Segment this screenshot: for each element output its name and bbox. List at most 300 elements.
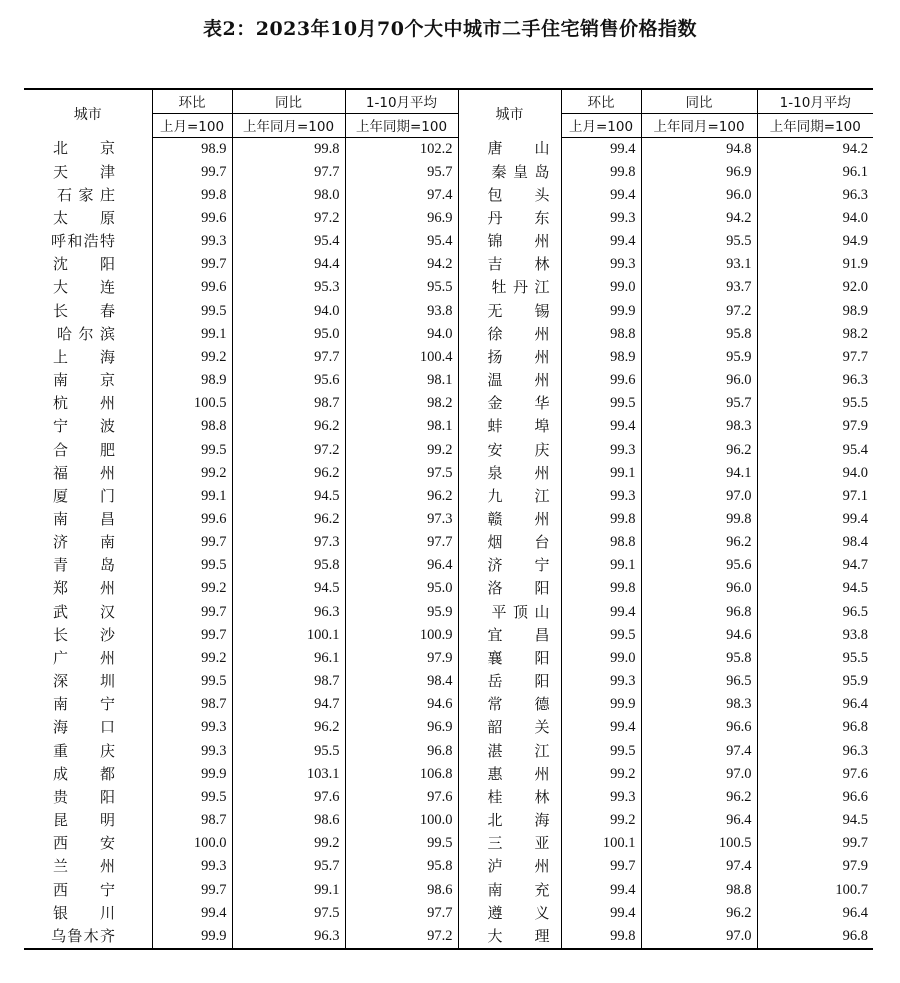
city-cell-left (24, 137, 152, 161)
city-name: 武 汉 (53, 602, 115, 621)
city-cell-right (458, 740, 561, 763)
price-index-table (24, 88, 873, 950)
mom-cell-left: 99.5 (152, 439, 232, 462)
city-cell-right (458, 415, 561, 438)
yoy-cell-right: 96.2 (641, 902, 757, 925)
ytd-cell-right: 97.7 (757, 346, 873, 369)
mom-cell-right: 99.0 (561, 647, 641, 670)
ytd-cell-left: 97.6 (345, 786, 458, 809)
city-name: 乌 鲁 木 齐 (51, 926, 115, 945)
city-name: 丹 东 (487, 208, 550, 227)
header-mom-left: 环比 (152, 89, 232, 113)
ytd-cell-left: 97.4 (345, 184, 458, 207)
city-name: 赣 州 (487, 510, 550, 528)
yoy-cell-left: 95.8 (232, 554, 345, 577)
yoy-cell-right: 97.0 (641, 485, 757, 508)
mom-cell-right: 99.9 (561, 693, 641, 716)
city-cell-left (24, 207, 152, 230)
yoy-cell-right: 98.3 (641, 693, 757, 716)
mom-cell-left: 99.6 (152, 207, 232, 230)
yoy-cell-left: 96.2 (232, 508, 345, 531)
city-name: 无 锡 (487, 301, 550, 320)
mom-cell-left: 99.1 (152, 485, 232, 508)
table-row (24, 439, 873, 462)
city-cell-right (458, 276, 561, 299)
ytd-cell-right: 95.4 (757, 439, 873, 462)
yoy-cell-right: 94.8 (641, 137, 757, 161)
city-cell-left (24, 577, 152, 600)
mom-cell-right: 99.3 (561, 207, 641, 230)
ytd-cell-right: 96.8 (757, 716, 873, 739)
city-name: 湛 江 (487, 741, 550, 760)
city-name: 呼 和 浩 特 (51, 232, 115, 251)
city-cell-left (24, 323, 152, 346)
ytd-cell-right: 98.9 (757, 300, 873, 323)
city-name: 常 德 (487, 695, 550, 714)
city-name: 宜 昌 (487, 625, 550, 644)
mom-cell-left: 99.2 (152, 462, 232, 485)
ytd-cell-left: 98.1 (345, 369, 458, 392)
city-cell-right (458, 554, 561, 577)
mom-cell-right: 99.5 (561, 740, 641, 763)
city-name: 南 京 (53, 371, 115, 390)
table-row (24, 508, 873, 531)
table-row (24, 415, 873, 438)
city-cell-left (24, 740, 152, 763)
city-cell-left (24, 716, 152, 739)
city-cell-right (458, 716, 561, 739)
table-row (24, 230, 873, 253)
city-name: 济 宁 (487, 556, 550, 575)
mom-cell-right: 99.3 (561, 485, 641, 508)
mom-cell-left: 98.9 (152, 137, 232, 161)
city-name: 昆 明 (53, 811, 115, 830)
city-cell-right (458, 763, 561, 786)
city-cell-left (24, 670, 152, 693)
mom-cell-right: 99.4 (561, 902, 641, 925)
header-ytd-base-left: 上年同期=100 (345, 113, 458, 137)
city-cell-left (24, 415, 152, 438)
table-row (24, 253, 873, 276)
yoy-cell-left: 97.5 (232, 902, 345, 925)
ytd-cell-left: 100.9 (345, 624, 458, 647)
table-body (24, 137, 873, 949)
ytd-cell-left: 100.4 (345, 346, 458, 369)
yoy-cell-right: 94.6 (641, 624, 757, 647)
city-cell-right (458, 207, 561, 230)
yoy-cell-right: 97.4 (641, 740, 757, 763)
header-city-left: 城市 (24, 89, 152, 137)
city-cell-left (24, 763, 152, 786)
mom-cell-left: 99.7 (152, 531, 232, 554)
city-name: 大 连 (53, 278, 115, 297)
ytd-cell-left: 100.0 (345, 809, 458, 832)
city-name: 广 州 (53, 648, 115, 667)
mom-cell-right: 99.8 (561, 577, 641, 600)
mom-cell-right: 99.7 (561, 855, 641, 878)
city-cell-left (24, 879, 152, 902)
ytd-cell-left: 97.3 (345, 508, 458, 531)
city-cell-right (458, 531, 561, 554)
city-name: 贵 阳 (53, 787, 115, 806)
ytd-cell-left: 94.0 (345, 323, 458, 346)
mom-cell-left: 99.2 (152, 577, 232, 600)
mom-cell-right: 99.0 (561, 276, 641, 299)
table-row (24, 716, 873, 739)
city-cell-left (24, 439, 152, 462)
city-cell-right (458, 346, 561, 369)
mom-cell-left: 99.7 (152, 624, 232, 647)
yoy-cell-right: 96.8 (641, 601, 757, 624)
yoy-cell-left: 95.5 (232, 740, 345, 763)
table-row (24, 554, 873, 577)
ytd-cell-left: 96.9 (345, 716, 458, 739)
city-name: 杭 州 (53, 394, 115, 413)
yoy-cell-right: 96.2 (641, 439, 757, 462)
city-name: 天 津 (53, 162, 115, 181)
yoy-cell-right: 95.8 (641, 323, 757, 346)
city-cell-right (458, 786, 561, 809)
ytd-cell-right: 93.8 (757, 624, 873, 647)
table-row (24, 392, 873, 415)
yoy-cell-right: 95.6 (641, 554, 757, 577)
city-name: 泉 州 (487, 463, 550, 482)
city-cell-right (458, 137, 561, 161)
city-cell-left (24, 161, 152, 184)
table-row (24, 832, 873, 855)
mom-cell-left: 100.0 (152, 832, 232, 855)
yoy-cell-right: 99.8 (641, 508, 757, 531)
ytd-cell-left: 95.7 (345, 161, 458, 184)
city-name: 北 海 (487, 811, 550, 830)
ytd-cell-left: 98.4 (345, 670, 458, 693)
mom-cell-left: 100.5 (152, 392, 232, 415)
city-name: 南 充 (487, 880, 550, 899)
table-row (24, 624, 873, 647)
city-name: 上 海 (53, 347, 115, 366)
mom-cell-right: 98.9 (561, 346, 641, 369)
city-name: 烟 台 (487, 533, 550, 552)
ytd-cell-left: 96.9 (345, 207, 458, 230)
mom-cell-left: 99.2 (152, 346, 232, 369)
ytd-cell-right: 96.5 (757, 601, 873, 624)
city-cell-right (458, 253, 561, 276)
mom-cell-right: 99.4 (561, 137, 641, 161)
city-name: 韶 关 (487, 718, 550, 737)
mom-cell-left: 99.9 (152, 763, 232, 786)
city-name: 沈 阳 (53, 255, 115, 274)
table-row (24, 693, 873, 716)
city-cell-right (458, 323, 561, 346)
mom-cell-right: 99.4 (561, 415, 641, 438)
city-name: 济 南 (53, 533, 115, 552)
yoy-cell-right: 94.2 (641, 207, 757, 230)
mom-cell-left: 99.7 (152, 601, 232, 624)
ytd-cell-left: 98.6 (345, 879, 458, 902)
mom-cell-left: 99.2 (152, 647, 232, 670)
yoy-cell-right: 96.0 (641, 184, 757, 207)
ytd-cell-left: 96.4 (345, 554, 458, 577)
city-name: 宁 波 (53, 417, 115, 436)
table-row (24, 647, 873, 670)
yoy-cell-left: 94.5 (232, 485, 345, 508)
ytd-cell-right: 100.7 (757, 879, 873, 902)
ytd-cell-right: 98.4 (757, 531, 873, 554)
ytd-cell-right: 99.4 (757, 508, 873, 531)
ytd-cell-left: 95.0 (345, 577, 458, 600)
table-row (24, 300, 873, 323)
header-mom-base-right: 上月=100 (561, 113, 641, 137)
city-name: 太 原 (53, 208, 115, 227)
header-ytd-right: 1-10月平均 (757, 89, 873, 113)
ytd-cell-left: 94.2 (345, 253, 458, 276)
ytd-cell-left: 98.2 (345, 392, 458, 415)
city-cell-right (458, 902, 561, 925)
city-cell-left (24, 624, 152, 647)
ytd-cell-left: 102.2 (345, 137, 458, 161)
city-cell-right (458, 485, 561, 508)
mom-cell-left: 99.7 (152, 879, 232, 902)
ytd-cell-right: 96.3 (757, 740, 873, 763)
mom-cell-right: 99.4 (561, 879, 641, 902)
city-cell-right (458, 161, 561, 184)
city-name: 成 都 (53, 764, 115, 783)
yoy-cell-right: 95.5 (641, 230, 757, 253)
ytd-cell-right: 96.4 (757, 902, 873, 925)
ytd-cell-right: 91.9 (757, 253, 873, 276)
city-name: 三 亚 (487, 834, 550, 853)
header-mom-base-left: 上月=100 (152, 113, 232, 137)
yoy-cell-right: 94.1 (641, 462, 757, 485)
yoy-cell-right: 98.8 (641, 879, 757, 902)
mom-cell-right: 99.3 (561, 439, 641, 462)
yoy-cell-left: 96.3 (232, 925, 345, 949)
city-cell-right (458, 577, 561, 600)
city-name: 岳 阳 (487, 672, 550, 691)
city-cell-right (458, 462, 561, 485)
mom-cell-left: 99.5 (152, 786, 232, 809)
yoy-cell-right: 97.2 (641, 300, 757, 323)
mom-cell-right: 99.2 (561, 763, 641, 786)
yoy-cell-left: 99.2 (232, 832, 345, 855)
city-name: 牡 丹 江 (491, 278, 550, 297)
mom-cell-left: 99.5 (152, 670, 232, 693)
yoy-cell-left: 97.2 (232, 439, 345, 462)
city-name: 西 宁 (53, 880, 115, 899)
ytd-cell-right: 94.7 (757, 554, 873, 577)
table-row (24, 786, 873, 809)
city-cell-left (24, 855, 152, 878)
city-cell-right (458, 369, 561, 392)
mom-cell-left: 99.3 (152, 855, 232, 878)
ytd-cell-left: 96.8 (345, 740, 458, 763)
city-name: 温 州 (487, 371, 550, 390)
yoy-cell-left: 95.3 (232, 276, 345, 299)
mom-cell-left: 99.7 (152, 253, 232, 276)
mom-cell-left: 98.7 (152, 809, 232, 832)
city-cell-left (24, 230, 152, 253)
ytd-cell-left: 96.2 (345, 485, 458, 508)
ytd-cell-left: 95.8 (345, 855, 458, 878)
yoy-cell-left: 96.3 (232, 601, 345, 624)
table-row (24, 902, 873, 925)
city-name: 青 岛 (53, 556, 115, 575)
yoy-cell-left: 100.1 (232, 624, 345, 647)
city-cell-left (24, 508, 152, 531)
yoy-cell-right: 100.5 (641, 832, 757, 855)
yoy-cell-left: 95.7 (232, 855, 345, 878)
city-name: 桂 林 (487, 787, 550, 806)
mom-cell-right: 99.4 (561, 184, 641, 207)
city-cell-left (24, 531, 152, 554)
mom-cell-right: 99.8 (561, 161, 641, 184)
yoy-cell-left: 95.0 (232, 323, 345, 346)
ytd-cell-right: 96.8 (757, 925, 873, 949)
city-cell-right (458, 230, 561, 253)
city-cell-left (24, 276, 152, 299)
ytd-cell-left: 97.2 (345, 925, 458, 949)
header-ytd-base-right: 上年同期=100 (757, 113, 873, 137)
ytd-cell-left: 94.6 (345, 693, 458, 716)
yoy-cell-left: 96.1 (232, 647, 345, 670)
city-cell-left (24, 601, 152, 624)
city-cell-left (24, 925, 152, 949)
city-cell-right (458, 601, 561, 624)
city-name: 平 顶 山 (491, 602, 550, 621)
mom-cell-left: 99.8 (152, 184, 232, 207)
yoy-cell-left: 94.0 (232, 300, 345, 323)
yoy-cell-left: 97.7 (232, 161, 345, 184)
yoy-cell-left: 94.5 (232, 577, 345, 600)
ytd-cell-right: 94.0 (757, 462, 873, 485)
ytd-cell-right: 92.0 (757, 276, 873, 299)
table-row (24, 740, 873, 763)
city-name: 海 口 (53, 718, 115, 737)
city-name: 大 理 (487, 926, 550, 945)
yoy-cell-right: 93.7 (641, 276, 757, 299)
ytd-cell-right: 94.5 (757, 577, 873, 600)
city-cell-left (24, 369, 152, 392)
yoy-cell-right: 95.9 (641, 346, 757, 369)
page-title: 表2：2023年10月70个大中城市二手住宅销售价格指数 (203, 18, 697, 40)
city-cell-right (458, 392, 561, 415)
ytd-cell-right: 94.2 (757, 137, 873, 161)
city-cell-left (24, 786, 152, 809)
yoy-cell-right: 97.0 (641, 763, 757, 786)
table-row (24, 276, 873, 299)
mom-cell-left: 99.6 (152, 276, 232, 299)
header-mom-right: 环比 (561, 89, 641, 113)
city-cell-right (458, 879, 561, 902)
yoy-cell-left: 98.0 (232, 184, 345, 207)
yoy-cell-left: 97.3 (232, 531, 345, 554)
city-name: 金 华 (487, 394, 550, 413)
ytd-cell-left: 95.5 (345, 276, 458, 299)
ytd-cell-right: 97.9 (757, 855, 873, 878)
city-name: 长 沙 (53, 625, 115, 644)
table-row (24, 855, 873, 878)
city-name: 唐 山 (487, 139, 550, 158)
yoy-cell-right: 97.0 (641, 925, 757, 949)
ytd-cell-right: 94.0 (757, 207, 873, 230)
mom-cell-right: 99.5 (561, 392, 641, 415)
header-ytd-left: 1-10月平均 (345, 89, 458, 113)
mom-cell-right: 99.4 (561, 716, 641, 739)
mom-cell-right: 99.9 (561, 300, 641, 323)
yoy-cell-left: 97.2 (232, 207, 345, 230)
mom-cell-left: 99.4 (152, 902, 232, 925)
city-cell-left (24, 647, 152, 670)
table-row (24, 462, 873, 485)
city-cell-left (24, 902, 152, 925)
city-cell-right (458, 624, 561, 647)
ytd-cell-right: 95.5 (757, 392, 873, 415)
yoy-cell-right: 95.8 (641, 647, 757, 670)
header-yoy-right: 同比 (641, 89, 757, 113)
city-name: 兰 州 (53, 857, 115, 876)
yoy-cell-left: 103.1 (232, 763, 345, 786)
yoy-cell-left: 95.6 (232, 369, 345, 392)
ytd-cell-right: 96.3 (757, 369, 873, 392)
ytd-cell-right: 97.1 (757, 485, 873, 508)
ytd-cell-left: 106.8 (345, 763, 458, 786)
mom-cell-right: 100.1 (561, 832, 641, 855)
city-name: 南 宁 (53, 695, 115, 714)
mom-cell-right: 99.8 (561, 508, 641, 531)
city-cell-right (458, 693, 561, 716)
city-cell-left (24, 184, 152, 207)
table-row (24, 809, 873, 832)
mom-cell-right: 99.8 (561, 925, 641, 949)
ytd-cell-left: 99.5 (345, 832, 458, 855)
header-yoy-left: 同比 (232, 89, 345, 113)
ytd-cell-left: 99.2 (345, 439, 458, 462)
yoy-cell-right: 96.2 (641, 786, 757, 809)
city-cell-left (24, 693, 152, 716)
ytd-cell-right: 95.5 (757, 647, 873, 670)
ytd-cell-left: 97.7 (345, 902, 458, 925)
city-cell-right (458, 508, 561, 531)
yoy-cell-left: 94.7 (232, 693, 345, 716)
city-name: 包 头 (487, 185, 550, 204)
city-cell-left (24, 300, 152, 323)
ytd-cell-right: 97.9 (757, 415, 873, 438)
city-name: 锦 州 (487, 232, 550, 251)
table-row (24, 369, 873, 392)
yoy-cell-right: 96.5 (641, 670, 757, 693)
city-cell-right (458, 439, 561, 462)
mom-cell-right: 99.1 (561, 462, 641, 485)
ytd-cell-right: 96.4 (757, 693, 873, 716)
city-name: 重 庆 (53, 741, 115, 760)
table-row (24, 184, 873, 207)
yoy-cell-left: 96.2 (232, 716, 345, 739)
ytd-cell-left: 97.9 (345, 647, 458, 670)
city-name: 深 圳 (53, 672, 115, 691)
city-name: 银 川 (53, 903, 115, 922)
ytd-cell-right: 98.2 (757, 323, 873, 346)
city-cell-right (458, 647, 561, 670)
ytd-cell-right: 96.3 (757, 184, 873, 207)
city-cell-left (24, 485, 152, 508)
city-name: 长 春 (53, 301, 115, 320)
yoy-cell-right: 96.6 (641, 716, 757, 739)
table-row (24, 531, 873, 554)
city-name: 遵 义 (487, 903, 550, 922)
city-name: 扬 州 (487, 347, 550, 366)
table-row (24, 323, 873, 346)
yoy-cell-left: 97.7 (232, 346, 345, 369)
